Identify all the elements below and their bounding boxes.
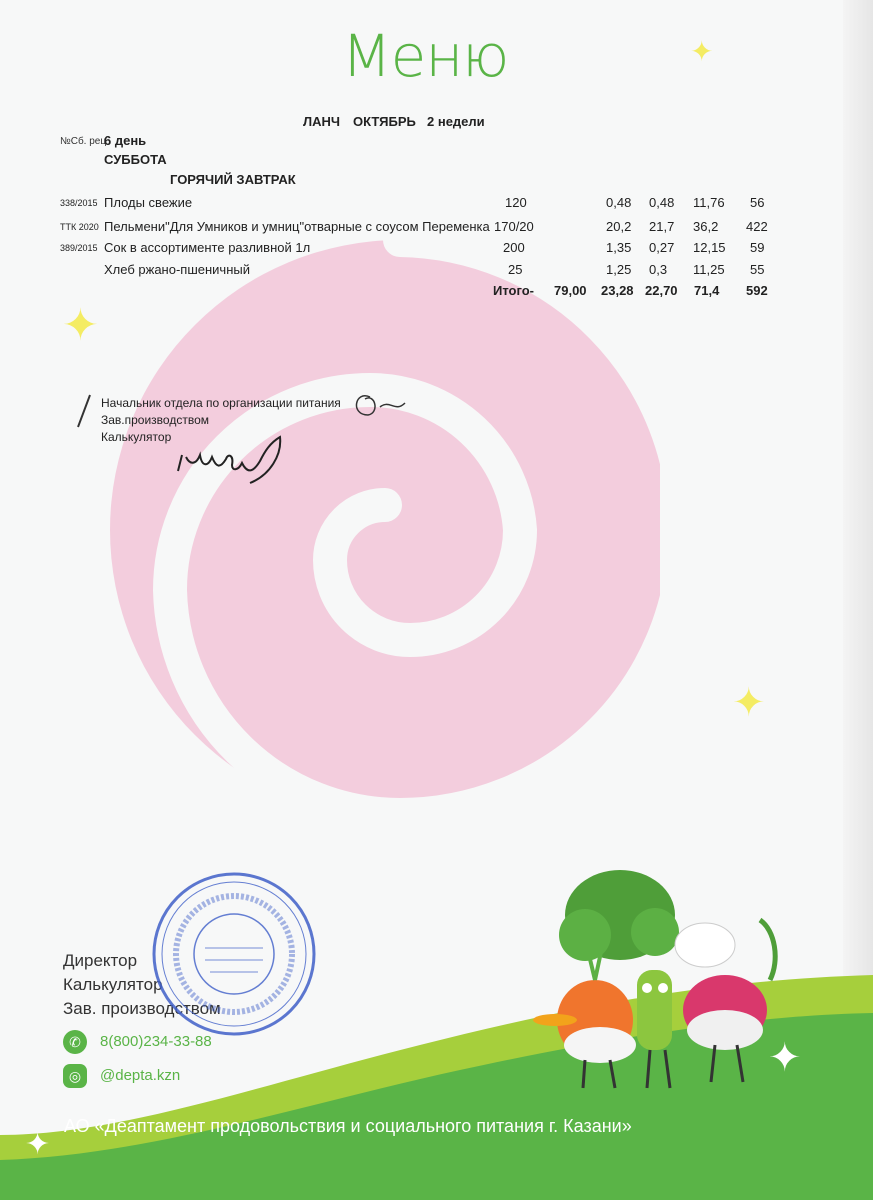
menu-row <box>0 240 873 260</box>
total-fat: 22,70 <box>645 283 678 298</box>
protein: 1,25 <box>606 262 632 277</box>
protein: 20,2 <box>606 219 632 234</box>
total-label: Итого- <box>493 283 534 298</box>
total-price: 79,00 <box>554 283 587 298</box>
portion: 120 <box>505 195 527 210</box>
total-protein: 23,28 <box>601 283 634 298</box>
portion: 25 <box>508 262 523 277</box>
day-label: 6 день <box>104 133 147 148</box>
total-kcal: 592 <box>746 283 768 298</box>
instagram-icon: ◎ <box>63 1064 87 1088</box>
recipe-code: 389/2015 <box>60 243 98 253</box>
dish-name: Сок в ассортименте разливной 1л <box>104 240 311 255</box>
portion: 200 <box>503 240 525 255</box>
footer-production: Зав. производством <box>63 999 221 1018</box>
company-name: АО «Деаптамент продовольствия и социального питания г. Казани» <box>64 1116 632 1136</box>
fat: 0,3 <box>649 262 668 277</box>
carbs: 11,25 <box>693 262 725 277</box>
fat: 0,48 <box>649 195 675 210</box>
sparkle-icon: ✦ <box>62 301 99 350</box>
carbs: 12,15 <box>693 240 726 255</box>
phone-number[interactable]: 8(800)234-33-88 <box>100 1033 212 1050</box>
fat: 21,7 <box>649 219 675 234</box>
protein: 1,35 <box>606 240 632 255</box>
signature-calculator: Калькулятор <box>101 430 172 444</box>
dish-name: Плоды свежие <box>104 195 193 210</box>
month-label: ОКТЯБРЬ <box>353 114 416 129</box>
carbs: 36,2 <box>693 219 719 234</box>
signature-production: Зав.производством <box>101 413 209 427</box>
kcal: 56 <box>750 195 765 210</box>
meal-label: ЛАНЧ <box>303 114 341 129</box>
menu-row <box>0 262 873 282</box>
pink-swirl-graphic <box>100 230 660 850</box>
vegetable-characters-illustration <box>525 860 790 1095</box>
carbs: 11,76 <box>693 195 725 210</box>
footer-director: Директор <box>63 951 138 970</box>
recipe-code: 338/2015 <box>60 198 98 208</box>
section-title: ГОРЯЧИЙ ЗАВТРАК <box>170 172 296 187</box>
dish-name: Пельмени"Для Умников и умниц"отварные с соусом Переменка <box>104 219 490 234</box>
signature-head: Начальник отдела по организации питания <box>101 396 341 410</box>
fat: 0,27 <box>649 240 675 255</box>
official-stamp <box>150 870 318 1038</box>
sparkle-icon: ✦ <box>690 36 714 67</box>
kcal: 59 <box>750 240 765 255</box>
protein: 0,48 <box>606 195 632 210</box>
weekday-label: СУББОТА <box>104 152 167 167</box>
instagram-handle[interactable]: @depta.kzn <box>100 1067 181 1084</box>
sparkle-icon: ✦ <box>732 681 766 725</box>
menu-row <box>0 195 873 215</box>
sparkle-icon: ✦ <box>768 1036 802 1080</box>
kcal: 55 <box>750 262 765 277</box>
recipe-code: ТТК 2020 <box>60 222 99 232</box>
menu-row <box>0 219 873 239</box>
handwritten-signatures <box>70 385 420 495</box>
sparkle-icon: ✦ <box>25 1128 51 1161</box>
kcal: 422 <box>746 219 768 234</box>
total-row <box>0 283 873 303</box>
recipe-number-label: №Сб. рец <box>60 136 107 147</box>
portion: 170/20 <box>494 219 534 234</box>
phone-icon: ✆ <box>63 1030 87 1054</box>
total-carbs: 71,4 <box>694 283 720 298</box>
footer-calculator: Калькулятор <box>63 975 163 994</box>
dish-name: Хлеб ржано-пшеничный <box>104 262 250 277</box>
week-label: 2 недели <box>427 114 485 129</box>
menu-title: Меню <box>341 22 509 90</box>
